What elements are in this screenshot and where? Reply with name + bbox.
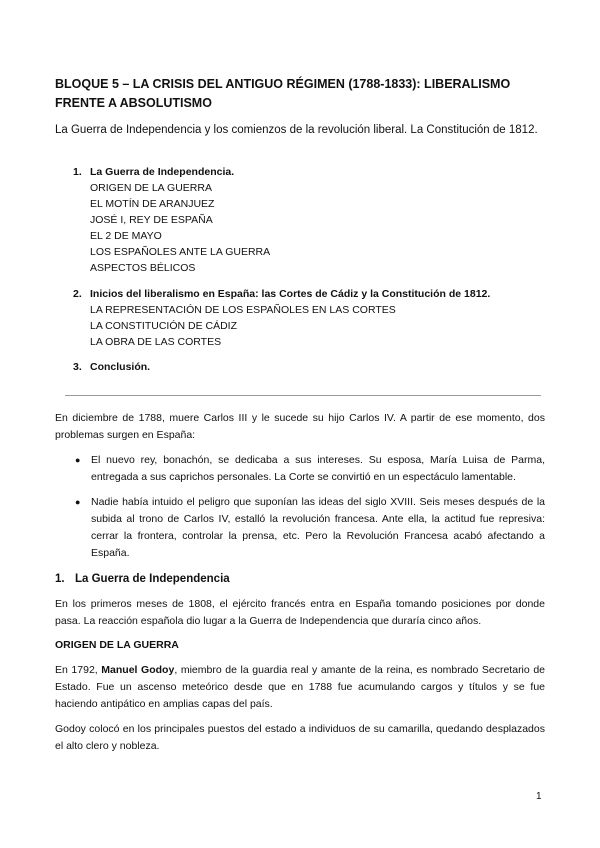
outline-heading-text: La Guerra de Independencia. [90,166,235,178]
bullet-icon: ● [75,455,81,465]
paragraph-text: En 1792, [55,664,102,676]
outline-item-3 [55,359,555,375]
document-title: BLOQUE 5 – LA CRISIS DEL ANTIGUO RÉGIMEN (1788-1833): LIBERALISMO FRENTE A ABSOLUTISMO [55,77,511,110]
subsection-title: ORIGEN DE LA GUERRA [55,639,179,651]
outline-heading [55,359,555,375]
page-number: 1 [536,791,542,802]
paragraph-succession: En diciembre de 1788, muere Carlos III y le sucede su hijo Carlos IV. A partir de ese momento, dos problemas surgen en España: [55,412,545,441]
outline-subitem: EL MOTÍN DE ARANJUEZ [90,198,215,210]
section-heading [55,571,545,588]
outline-item-2 [55,286,555,350]
horizontal-divider [65,395,541,396]
section-title: La Guerra de Independencia [75,573,230,585]
outline-heading-text: Conclusión. [90,361,151,373]
outline-number: 3. [73,361,82,373]
bullet-text: Nadie había intuido el peligro que suponían las ideas del siglo XVIII. Seis meses después de la subida al trono de Carlos IV, estalló la revolución francesa. Ante ella, la actitud fue represiva: cerrar la frontera, controlar la prensa, etc. Pero la Revolución Francesa acabó afectando a España. [91,496,545,559]
outline-subitem: LA CONSTITUCIÓN DE CÁDIZ [90,320,238,332]
outline-heading [55,286,555,302]
bullet-item [55,452,545,486]
outline-number: 2. [73,288,82,300]
bullet-icon: ● [75,497,81,507]
outline-heading [55,164,555,180]
section-number: 1. [55,573,65,585]
outline-subitem: LOS ESPAÑOLES ANTE LA GUERRA [90,246,271,258]
paragraph-war-start: En los primeros meses de 1808, el ejército francés entra en España tomando posiciones por donde pasa. La reacción española dio lugar a la Guerra de Independencia que duraría cinco años. [55,598,545,627]
outline-subitem: ORIGEN DE LA GUERRA [90,182,212,194]
outline-number: 1. [73,166,82,178]
outline-subitem: LA REPRESENTACIÓN DE LOS ESPAÑOLES EN LAS CORTES [90,304,396,316]
bullet-text: El nuevo rey, bonachón, se dedicaba a sus intereses. Su esposa, María Luisa de Parma, entregada a sus caprichos personales. La Corte se convirtió en un espectáculo lamentable. [91,454,545,483]
outline-subitem: ASPECTOS BÉLICOS [90,262,196,274]
outline-subitem: LA OBRA DE LAS CORTES [90,336,222,348]
paragraph-camarilla: Godoy colocó en los principales puestos del estado a individuos de su camarilla, quedando desplazados el alto clero y nobleza. [55,723,545,752]
intro-text: La Guerra de Independencia y los comienzos de la revolución liberal. La Constitución de 1812. [55,124,538,136]
outline-subitem: JOSÉ I, REY DE ESPAÑA [90,214,213,226]
paragraph-godoy [55,662,545,713]
bullet-item [55,494,545,562]
emphasized-name: Manuel Godoy [101,664,175,676]
outline-item-1 [55,164,555,276]
outline-heading-text: Inicios del liberalismo en España: las Cortes de Cádiz y la Constitución de 1812. [90,288,491,300]
paragraph-text: , miembro de la guardia real y amante de la reina, es nombrado Secretario de Estado. Fue un ascenso meteórico desde que en 1788 fue acumulando cargos y títulos y se fue haciendo antipático en amplias capas del país. [55,664,545,710]
outline-subitem: EL 2 DE MAYO [90,230,162,242]
